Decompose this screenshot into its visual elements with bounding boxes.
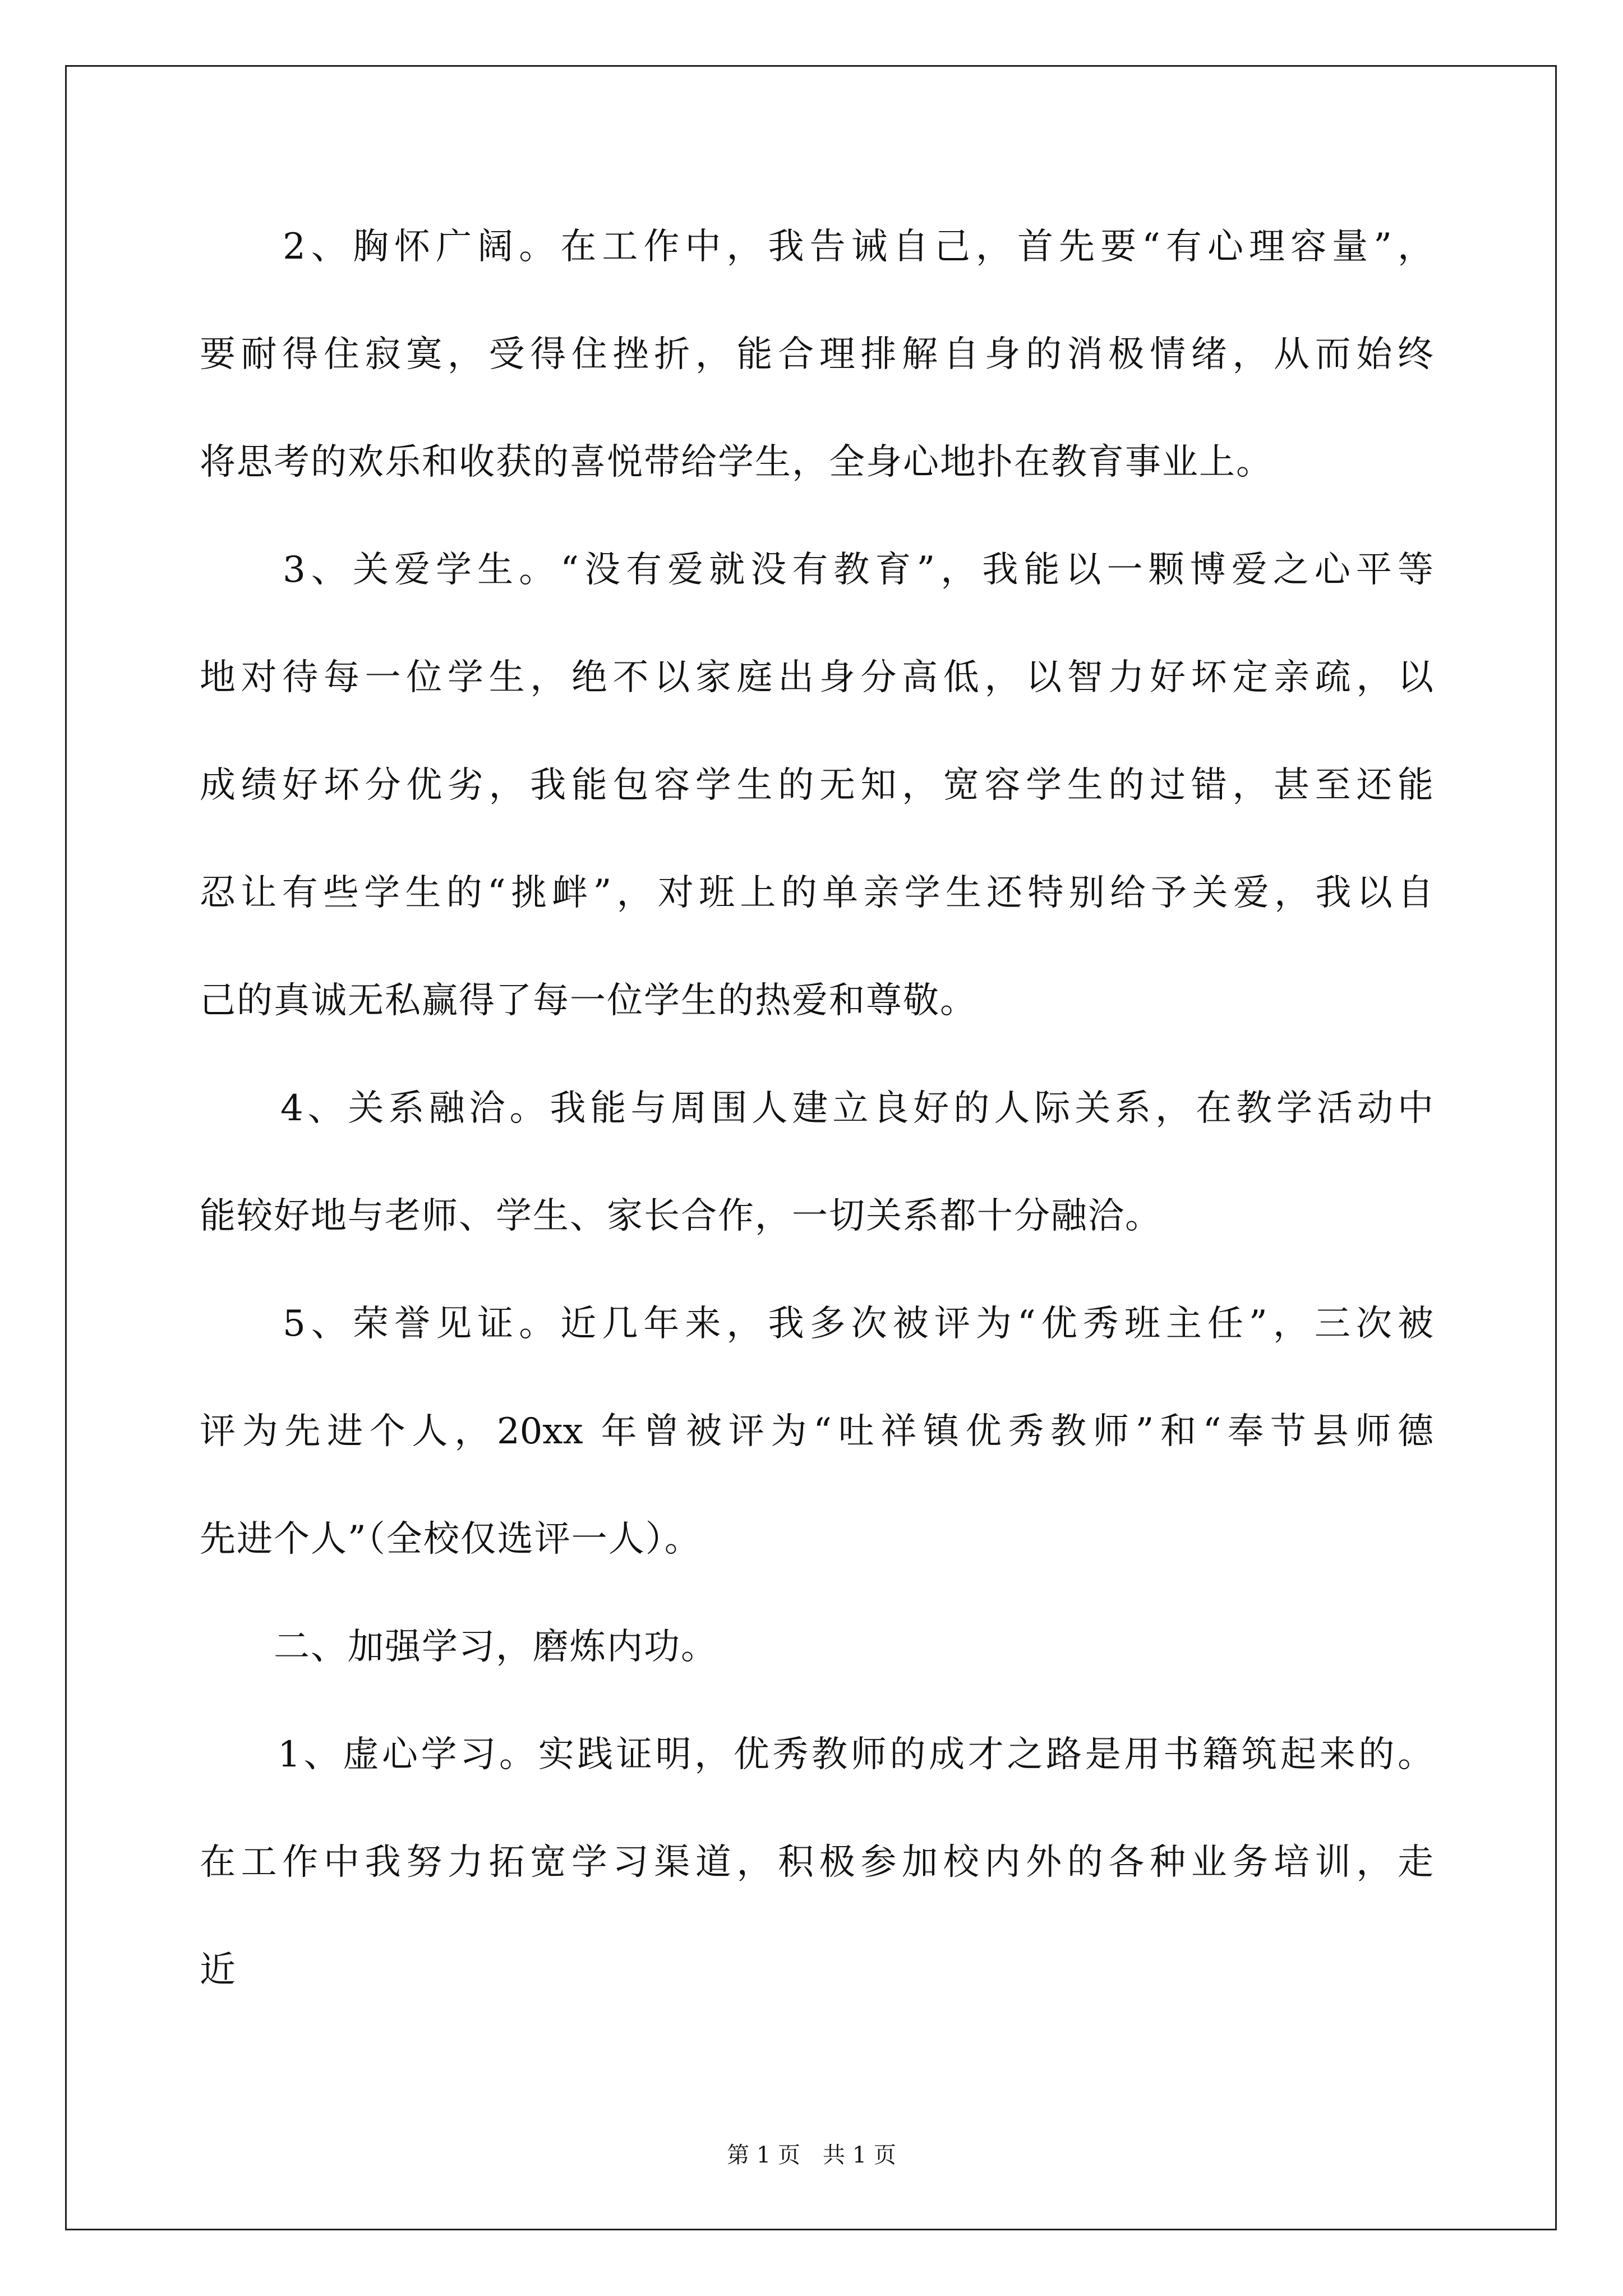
text-line: 先进个人”（全校仅选评一人）。 xyxy=(200,1519,702,1560)
text-line: 地对待每一位学生，绝不以家庭出身分高低，以智力好坏定亲疏，以 xyxy=(200,657,1433,698)
text-line: 二、加强学习，磨炼内功。 xyxy=(200,1626,718,1668)
text-line: 在工作中我努力拓宽学习渠道，积极参加校内外的各种业务培训，走 xyxy=(200,1842,1433,1883)
text-line: 3、关爱学生。“没有爱就没有教育”，我能以一颗博爱之心平等 xyxy=(200,549,1433,591)
text-line: 己的真诚无私赢得了每一位学生的热爱和尊敬。 xyxy=(200,980,977,1022)
text-line: 1、虚心学习。实践证明，优秀教师的成才之路是用书籍筑起来的。 xyxy=(200,1734,1433,1775)
text-line: 忍让有些学生的“挑衅”，对班上的单亲学生还特别给予关爱，我以自 xyxy=(200,872,1433,914)
text-line: 2、胸怀广阔。在工作中，我告诫自己，首先要“有心理容量”， xyxy=(200,226,1433,268)
text-line: 要耐得住寂寞，受得住挫折，能合理排解自身的消极情绪，从而始终 xyxy=(200,334,1433,375)
page-footer: 第 1 页 共 1 页 xyxy=(727,2142,896,2168)
text-line: 成绩好坏分优劣，我能包容学生的无知，宽容学生的过错，甚至还能 xyxy=(200,765,1433,806)
page-border xyxy=(65,65,1557,2230)
text-line: 将思考的欢乐和收获的喜悦带给学生，全身心地扑在教育事业上。 xyxy=(200,441,1273,483)
text-line: 能较好地与老师、学生、家长合作，一切关系都十分融洽。 xyxy=(200,1195,1162,1237)
text-line: 4、关系融洽。我能与周围人建立良好的人际关系，在教学活动中 xyxy=(200,1088,1433,1129)
text-line: 评为先进个人，20xx 年曾被评为“吐祥镇优秀教师”和“奉节县师德 xyxy=(200,1411,1433,1452)
text-line: 近 xyxy=(200,1949,237,1991)
text-line: 5、荣誉见证。近几年来，我多次被评为“优秀班主任”，三次被 xyxy=(200,1303,1433,1345)
